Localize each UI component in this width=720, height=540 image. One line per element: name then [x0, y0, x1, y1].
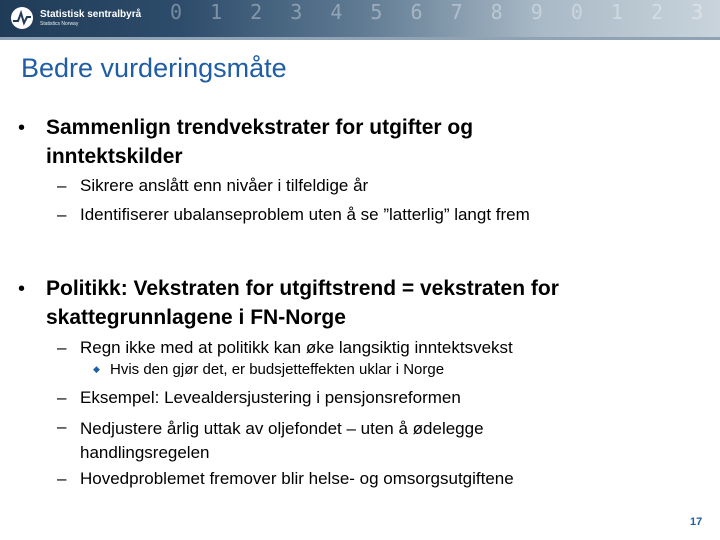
sub-bullet-text: Sikrere anslått enn nivåer i tilfeldige år: [80, 176, 369, 195]
decorative-background: 0 1 2 3 4 5 6 7 8 9 0 1 2 3: [170, 0, 712, 24]
bullet-marker: •: [18, 117, 26, 139]
sub-sub-bullet-text: Hvis den gjør det, er budsjetteffekten uklar i Norge: [110, 361, 445, 378]
dash-marker: –: [57, 388, 67, 407]
dash-marker: –: [57, 176, 67, 195]
org-subtitle: Statistics Norway: [40, 20, 79, 27]
logo: [10, 4, 141, 32]
header-banner: [0, 0, 720, 37]
sub-bullet-text: Hovedproblemet fremover blir helse- og omsorgsutgiftene: [80, 469, 514, 488]
bullet-marker: •: [18, 278, 26, 300]
sub-bullet-text: Eksempel: Levealdersjustering i pensjonsreformen: [80, 388, 461, 407]
header-divider: [0, 37, 720, 40]
org-name: Statistisk sentralbyrå: [40, 8, 142, 20]
diamond-marker: ◆: [93, 364, 100, 374]
dash-marker: –: [57, 469, 67, 488]
sub-bullet-text: Identifiserer ubalanseproblem uten å se ”latterlig” langt frem: [80, 205, 530, 224]
ssb-logo-icon: [10, 6, 34, 30]
dash-marker: –: [57, 205, 67, 224]
sub-bullet-text: Regn ikke med at politikk kan øke langsiktig inntektsvekst: [80, 338, 513, 357]
slide-title: Bedre vurderingsmåte: [21, 53, 287, 83]
bullet-text: Sammenlign trendvekstrater for utgifter og inntektskilder: [46, 116, 474, 168]
sub-bullet-text: Nedjustere årlig uttak av oljefondet – uten å ødelegge handlingsregelen: [80, 419, 484, 462]
dash-marker: –: [57, 417, 67, 436]
bullet-text: Politikk: Vekstraten for utgiftstrend = vekstraten for skattegrunnlagene i FN-Norge: [46, 277, 559, 329]
page-number: 17: [690, 516, 703, 528]
dash-marker: –: [57, 338, 67, 357]
